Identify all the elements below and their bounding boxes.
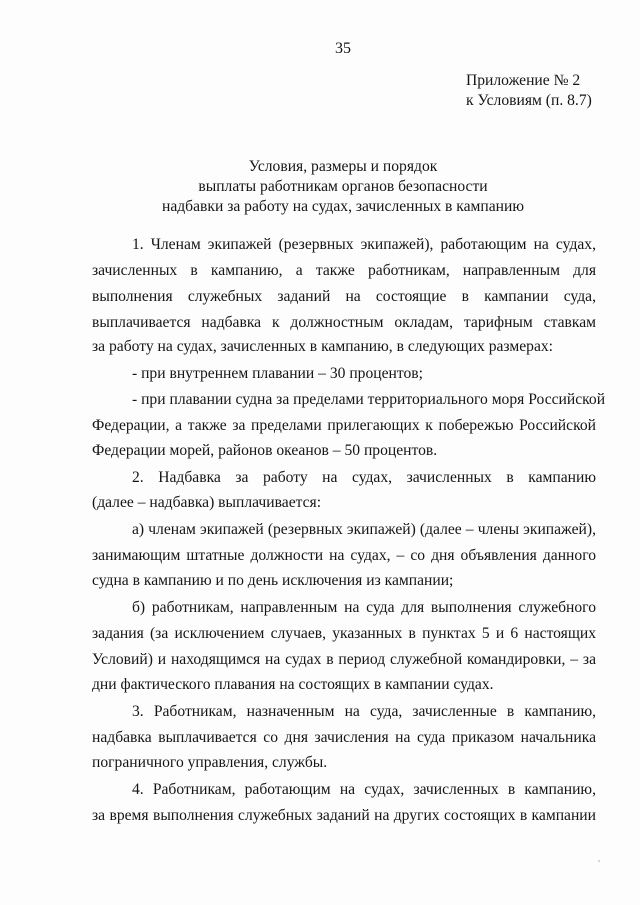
- document-title-line: выплаты работникам органов безопасности: [198, 178, 488, 195]
- subparagraph-b-line: Условий) и находящимся на судах в период служебной командировки, – за: [92, 651, 596, 668]
- subparagraph-b-line: дни фактического плавания на состоящих в кампании судах.: [92, 676, 494, 693]
- subparagraph-b-line: б) работникам, направленным на суда для выполнения служебного: [132, 599, 596, 616]
- paragraph-1-line: выполнения служебных заданий на состоящие в кампании суда,: [92, 288, 596, 305]
- paragraph-1-line: зачисленных в кампанию, а также работникам, направленным для: [92, 262, 596, 279]
- subparagraph-b-line: задания (за исключением случаев, указанных в пунктах 5 и 6 настоящих: [92, 625, 596, 642]
- paragraph-3-line: надбавка выплачивается со дня зачисления на суда приказом начальника: [92, 729, 596, 746]
- rate-item-external-line: - при плавании судна за пределами территориального моря Российской: [132, 391, 606, 408]
- paragraph-4-line: за время выполнения служебных заданий на других состоящих в кампании: [92, 807, 596, 824]
- paragraph-2-line: (далее – надбавка) выплачивается:: [92, 494, 322, 511]
- subparagraph-a-line: а) членам экипажей (резервных экипажей) (далее – члены экипажей),: [132, 521, 596, 538]
- annex-reference: к Условиям (п. 8.7): [466, 92, 592, 109]
- paragraph-3-line: 3. Работникам, назначенным на суда, зачисленные в кампанию,: [132, 703, 596, 720]
- paragraph-1-line: 1. Членам экипажей (резервных экипажей), работающим на судах,: [132, 236, 596, 253]
- paragraph-3-line: пограничного управления, службы.: [92, 754, 328, 771]
- paragraph-1-line: за работу на судах, зачисленных в кампанию, в следующих размерах:: [92, 338, 553, 355]
- scan-speck: [598, 860, 600, 862]
- subparagraph-a-line: занимающим штатные должности на судах, – со дня объявления данного: [92, 547, 596, 564]
- rate-item-external-line: Федерации морей, районов океанов – 50 процентов.: [92, 442, 438, 459]
- annex-label: Приложение № 2: [466, 72, 581, 89]
- page-number: 35: [335, 40, 351, 57]
- paragraph-1-line: выплачивается надбавка к должностным окладам, тарифным ставкам: [92, 314, 596, 331]
- paragraph-4-line: 4. Работникам, работающим на судах, зачисленных в кампанию,: [132, 781, 596, 798]
- rate-item-external-line: Федерации, а также за пределами прилегающих к побережью Российской: [92, 417, 596, 434]
- document-title-line: надбавки за работу на судах, зачисленных в кампанию: [161, 198, 525, 215]
- subparagraph-a-line: судна в кампанию и по день исключения из кампании;: [92, 572, 454, 589]
- document-title-line: Условия, размеры и порядок: [248, 158, 438, 175]
- paragraph-2-line: 2. Надбавка за работу на судах, зачисленных в кампанию: [132, 469, 596, 486]
- rate-item-internal: - при внутреннем плавании – 30 процентов;: [132, 365, 423, 382]
